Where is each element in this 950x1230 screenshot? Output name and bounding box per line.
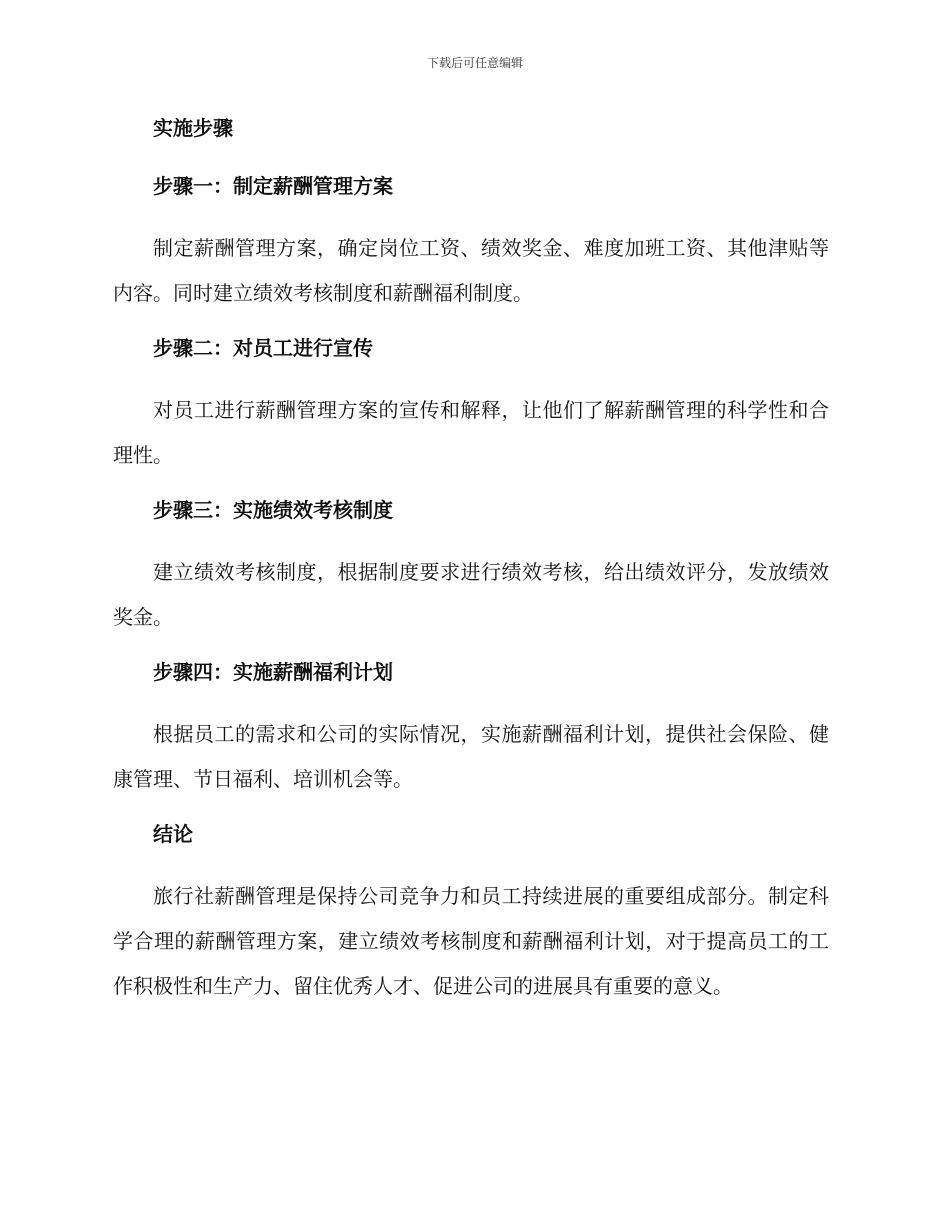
step2-title: 步骤二：对员工进行宣传	[153, 336, 373, 360]
step2-body: 对员工进行薪酬管理方案的宣传和解释，让他们了解薪酬管理的科学性和合理性。	[113, 398, 829, 467]
section-title: 实施步骤	[153, 116, 233, 140]
conclusion-title: 结论	[153, 822, 193, 846]
step1-body: 制定薪酬管理方案，确定岗位工资、绩效奖金、难度加班工资、其他津贴等内容。同时建立绩效考核制度和薪酬福利制度。	[113, 236, 829, 305]
header-note: 下载后可任意编辑	[426, 56, 523, 70]
conclusion-body: 旅行社薪酬管理是保持公司竞争力和员工持续进展的重要组成部分。制定科学合理的薪酬管理方案，建立绩效考核制度和薪酬福利计划，对于提高员工的工作积极性和生产力、留住优秀人才、促进公司的进展具有重要的意义。	[113, 884, 829, 998]
step4-title: 步骤四：实施薪酬福利计划	[153, 660, 393, 684]
step4-body: 根据员工的需求和公司的实际情况，实施薪酬福利计划，提供社会保险、健康管理、节日福利、培训机会等。	[113, 722, 829, 791]
step3-title: 步骤三：实施绩效考核制度	[153, 498, 393, 522]
step3-body: 建立绩效考核制度，根据制度要求进行绩效考核，给出绩效评分，发放绩效奖金。	[113, 560, 829, 629]
step1-title: 步骤一：制定薪酬管理方案	[153, 174, 393, 198]
document-body	[113, 110, 829, 1023]
